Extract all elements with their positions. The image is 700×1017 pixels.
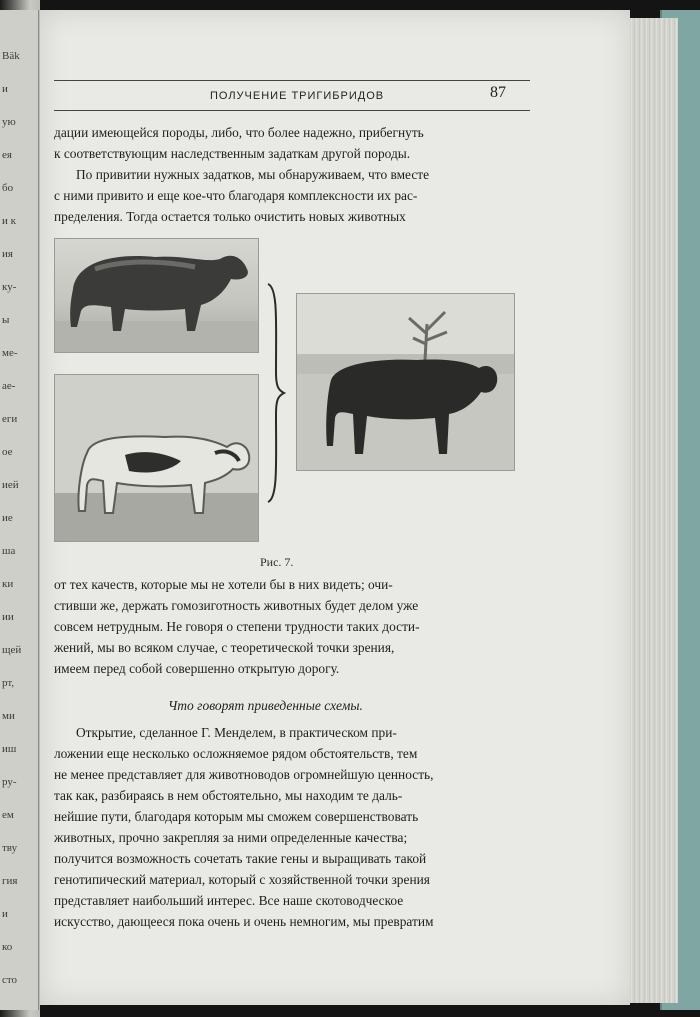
facing-page-fragment: ме- <box>2 347 18 359</box>
text-block-bottom <box>54 722 532 932</box>
paragraph-4-line-4: так как, разбираясь в нем обстоятельно, мы находим те даль- <box>54 788 403 803</box>
photo-bull <box>54 238 259 353</box>
facing-page-fragment: и к <box>2 215 16 227</box>
facing-page-fragment: и <box>2 83 8 95</box>
facing-page-fragment: ае- <box>2 380 16 392</box>
paragraph-4-line-7: получится возможность сочетать такие гены и выращивать такой <box>54 851 427 866</box>
facing-page-fragment: ша <box>2 545 16 557</box>
paragraph-4-line-8: генотипический материал, который с хозяйственной точки зрения <box>54 872 430 887</box>
paragraph-4-line-3: не менее представляет для животноводов огромнейшую ценность, <box>54 767 434 782</box>
paragraph-3-line-5: имеем перед собой совершенно открытую дорогу. <box>54 661 340 676</box>
header-rule-top <box>54 80 530 81</box>
cow-photo <box>297 294 514 470</box>
facing-page-fragment: ы <box>2 314 10 326</box>
paragraph-3-line-2: стивши же, держать гомозиготность животных будет делом уже <box>54 598 419 613</box>
facing-page-fragment: рт, <box>2 677 15 689</box>
facing-page-fragment: ку- <box>2 281 17 293</box>
paragraph-2-line-3: пределения. Тогда остается только очистить новых животных <box>54 209 406 224</box>
facing-page-fragment: гия <box>2 875 18 887</box>
facing-page-fragment: ки <box>2 578 14 590</box>
facing-page-fragment: Bäk <box>2 50 20 62</box>
header-rule-bottom <box>54 110 530 111</box>
facing-page-fragment: ие <box>2 512 13 524</box>
paragraph-3-line-1: от тех качеств, которые мы не хотели бы в них видеть; очи- <box>54 577 393 592</box>
book-page <box>40 10 630 1005</box>
facing-page-fragment: еги <box>2 413 18 425</box>
page-number: 87 <box>490 84 506 101</box>
paragraph-4-line-10: искусство, дающееся пока очень и очень немногим, мы превратим <box>54 914 434 929</box>
facing-page-fragment: иш <box>2 743 17 755</box>
facing-page-fragment: тву <box>2 842 18 854</box>
section-heading: Что говорят приведенные схемы. <box>168 698 363 713</box>
paragraph-4-line-2: ложении еще несколько осложняемое рядом обстоятельств, тем <box>54 746 418 761</box>
facing-page-fragment: ое <box>2 446 13 458</box>
paragraph-1-line-1: дации имеющейся породы, либо, что более надежно, прибегнуть <box>54 125 424 140</box>
paragraph-4-line-1: Открытие, сделанное Г. Менделем, в практическом при- <box>76 725 397 740</box>
facing-page-fragment: ея <box>2 149 12 161</box>
figure-brace <box>264 282 286 504</box>
facing-page-fragment: и <box>2 908 8 920</box>
facing-page-fragment: ией <box>2 479 19 491</box>
paragraph-2-line-1: По привитии нужных задатков, мы обнаруживаем, что вместе <box>76 167 430 182</box>
facing-page-fragment: ко <box>2 941 13 953</box>
paragraph-4-line-6: животных, прочно закрепляя за ними определенные качества; <box>54 830 408 845</box>
page-stack <box>628 18 678 1003</box>
photo-hybrid-cow <box>296 293 515 471</box>
paragraph-3-line-3: совсем нетрудным. Не говоря о степени трудности таких дости- <box>54 619 420 634</box>
facing-page-fragment: ия <box>2 248 13 260</box>
paragraph-1-line-2: к соответствующим наследственным задаткам другой породы. <box>54 146 411 161</box>
running-head: ПОЛУЧЕНИЕ ТРИГИБРИДОВ <box>210 90 385 102</box>
paragraph-4-line-5: нейшие пути, благодаря которым мы сможем совершенствовать <box>54 809 419 824</box>
photo-white-cow <box>54 374 259 542</box>
facing-page-fragment: ую <box>2 116 16 128</box>
paragraph-2-line-2: с ними привито и еще кое-что благодаря комплексности их рас- <box>54 188 418 203</box>
facing-page-fragment: ру- <box>2 776 17 788</box>
bull-photo <box>55 239 258 352</box>
facing-page-fragment: ем <box>2 809 14 821</box>
cow-photo <box>55 375 258 541</box>
previous-page-edge <box>0 10 39 1010</box>
paragraph-3-line-4: жений, мы во всяком случае, с теоретической точки зрения, <box>54 640 395 655</box>
figure-caption: Рис. 7. <box>260 555 294 569</box>
facing-page-fragment: щей <box>2 644 22 656</box>
facing-page-fragment: ми <box>2 710 15 722</box>
facing-page-fragment: ии <box>2 611 14 623</box>
paragraph-4-line-9: представляет наибольший интерес. Все наше скотоводческое <box>54 893 404 908</box>
facing-page-fragment: бо <box>2 182 14 194</box>
text-block-middle <box>54 574 532 679</box>
facing-page-fragment: сто <box>2 974 18 986</box>
text-block-top <box>54 122 532 227</box>
